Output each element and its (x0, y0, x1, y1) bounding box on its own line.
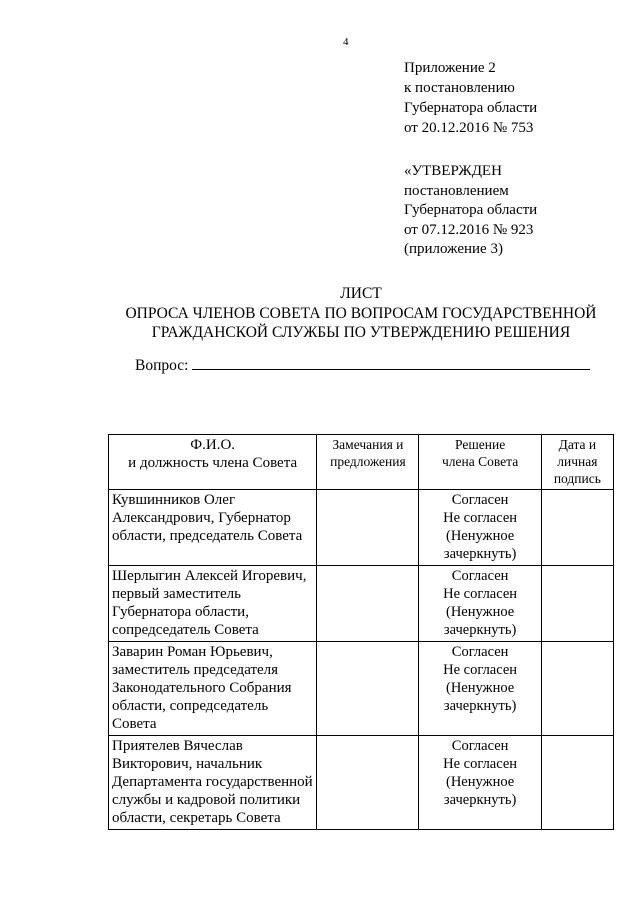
title-line: ЛИСТ (340, 285, 382, 302)
signature-cell (541, 642, 613, 736)
appendix-line: к постановлению (404, 80, 515, 96)
table-header-row (109, 435, 614, 490)
remarks-cell (317, 490, 419, 566)
approved-line: Губернатора области (404, 202, 538, 218)
remarks-cell (317, 642, 419, 736)
header-remarks: Замечания и предложения (317, 435, 419, 490)
title-line: ГРАЖДАНСКОЙ СЛУЖБЫ ПО УТВЕРЖДЕНИЮ РЕШЕНИЯ (151, 324, 571, 341)
signature-cell (541, 566, 613, 642)
approved-line: «УТВЕРЖДЕН (404, 163, 502, 179)
remarks-cell (317, 736, 419, 830)
signature-cell (541, 490, 613, 566)
appendix-line: от 20.12.2016 № 753 (404, 120, 534, 136)
header-decision: Решение члена Совета (419, 435, 541, 490)
header-date-signature: Дата и личная подпись (541, 435, 613, 490)
table-row (109, 736, 614, 830)
table-row (109, 566, 614, 642)
appendix-line: Губернатора области (404, 100, 538, 116)
member-name-cell: Шерлыгин Алексей Игоревич, первый заместитель Губернатора области, сопредседатель Совета (109, 566, 317, 642)
approved-line: постановлением (404, 182, 509, 199)
question-row (135, 355, 590, 375)
survey-table (108, 434, 614, 830)
approved-line: (приложение 3) (404, 241, 503, 257)
decision-cell: Согласен Не согласен (Ненужное зачеркнуть) (419, 642, 541, 736)
decision-cell: Согласен Не согласен (Ненужное зачеркнуть) (419, 736, 541, 830)
table-row (109, 490, 614, 566)
table-row (109, 642, 614, 736)
question-blank-line (192, 355, 590, 370)
member-name-cell: Кувшинников Олег Александрович, Губернатор области, председатель Совета (109, 490, 317, 566)
decision-cell: Согласен Не согласен (Ненужное зачеркнуть) (419, 490, 541, 566)
title-line: ОПРОСА ЧЛЕНОВ СОВЕТА ПО ВОПРОСАМ ГОСУДАРСТВЕННОЙ (125, 304, 597, 322)
decision-cell: Согласен Не согласен (Ненужное зачеркнуть) (419, 566, 541, 642)
page-number: 4 (343, 36, 349, 48)
remarks-cell (317, 566, 419, 642)
approved-block (404, 162, 537, 260)
appendix-block (404, 58, 537, 138)
approved-line: от 07.12.2016 № 923 (404, 221, 534, 238)
question-label: Вопрос: (135, 357, 189, 374)
document-title (108, 284, 614, 343)
appendix-line: Приложение 2 (404, 60, 496, 76)
header-name: Ф.И.О. и должность члена Совета (109, 435, 317, 490)
signature-cell (541, 736, 613, 830)
member-name-cell: Заварин Роман Юрьевич, заместитель председателя Законодательного Собрания области, сопредседатель Совета (109, 642, 317, 736)
member-name-cell: Приятелев Вячеслав Викторович, начальник Департамента государственной службы и кадровой политики области, секретарь Совета (109, 736, 317, 830)
